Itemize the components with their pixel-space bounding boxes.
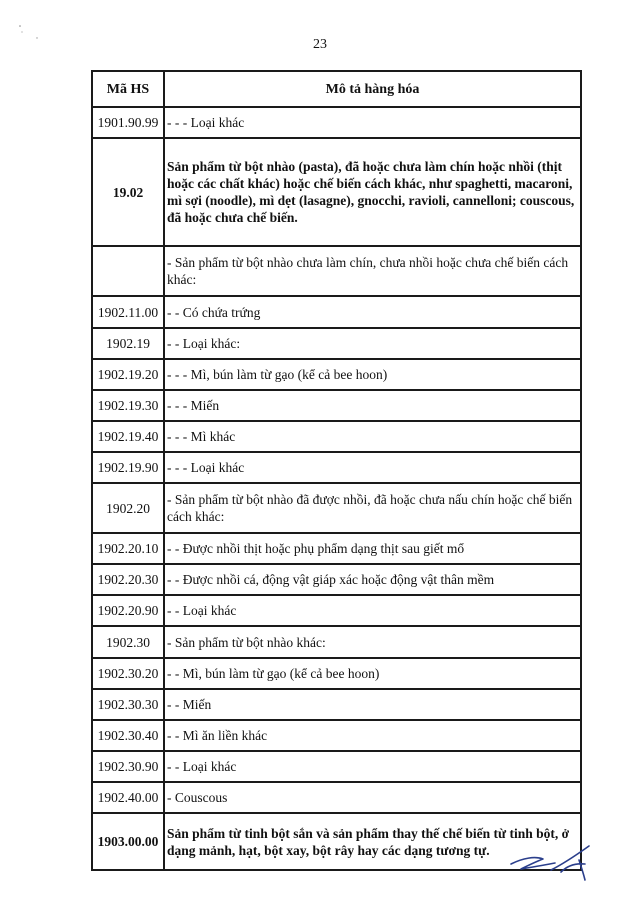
row-code: 1902.40.00 — [92, 782, 164, 813]
table-row — [92, 107, 581, 138]
row-description: - - Mì, bún làm từ gạo (kể cả bee hoon) — [164, 658, 581, 689]
row-code: 1902.30 — [92, 626, 164, 658]
table-row — [92, 359, 581, 390]
row-code: 1902.30.40 — [92, 720, 164, 751]
row-code: 1902.19.20 — [92, 359, 164, 390]
table-row — [92, 390, 581, 421]
row-code: 1902.19.30 — [92, 390, 164, 421]
row-code: 1902.19 — [92, 328, 164, 359]
table-row — [92, 452, 581, 483]
table-row — [92, 296, 581, 328]
row-description: Sản phẩm từ tinh bột sắn và sản phẩm thay thế chế biến từ tinh bột, ở dạng mảnh, hạt, bột xay, bột rây hay các dạng tương tự. — [164, 813, 581, 870]
table-row — [92, 328, 581, 359]
header-hs-code: Mã HS — [92, 71, 164, 107]
row-description: - - Loại khác — [164, 595, 581, 626]
row-code: 1902.19.40 — [92, 421, 164, 452]
hs-code-table — [91, 70, 582, 871]
row-code: 1902.30.90 — [92, 751, 164, 782]
table-row — [92, 626, 581, 658]
scan-specks — [12, 18, 52, 48]
row-description: - - - Mì, bún làm từ gạo (kể cả bee hoon) — [164, 359, 581, 390]
table-header-row — [92, 71, 581, 107]
row-code: 1903.00.00 — [92, 813, 164, 870]
row-description: - - Loại khác — [164, 751, 581, 782]
header-description: Mô tả hàng hóa — [164, 71, 581, 107]
row-description: - - - Mì khác — [164, 421, 581, 452]
row-description: - - - Loại khác — [164, 107, 581, 138]
table-row — [92, 246, 581, 296]
page-number: 23 — [313, 37, 327, 52]
row-code: 1902.20.30 — [92, 564, 164, 595]
row-code: 1902.11.00 — [92, 296, 164, 328]
row-description: - - Miến — [164, 689, 581, 720]
row-description: - - Được nhồi thịt hoặc phụ phẩm dạng thịt sau giết mổ — [164, 533, 581, 564]
row-code: 19.02 — [92, 138, 164, 246]
row-description: - - Loại khác: — [164, 328, 581, 359]
row-code: 1902.20 — [92, 483, 164, 533]
row-description: - - - Loại khác — [164, 452, 581, 483]
row-description: - - Có chứa trứng — [164, 296, 581, 328]
row-code: 1902.30.30 — [92, 689, 164, 720]
table-row — [92, 689, 581, 720]
table-row — [92, 421, 581, 452]
table-row — [92, 751, 581, 782]
row-code: 1902.20.90 — [92, 595, 164, 626]
table-row — [92, 595, 581, 626]
row-description: - - Mì ăn liền khác — [164, 720, 581, 751]
row-description: - - Được nhồi cá, động vật giáp xác hoặc động vật thân mềm — [164, 564, 581, 595]
row-code — [92, 246, 164, 296]
table-row — [92, 564, 581, 595]
row-code: 1902.30.20 — [92, 658, 164, 689]
row-description: - Sản phẩm từ bột nhào chưa làm chín, chưa nhồi hoặc chưa chế biến cách khác: — [164, 246, 581, 296]
row-code: 1902.20.10 — [92, 533, 164, 564]
signature-initials — [505, 836, 605, 886]
row-description: - Couscous — [164, 782, 581, 813]
row-description: - Sản phẩm từ bột nhào đã được nhồi, đã hoặc chưa nấu chín hoặc chế biến cách khác: — [164, 483, 581, 533]
row-description: - Sản phẩm từ bột nhào khác: — [164, 626, 581, 658]
row-description: Sản phẩm từ bột nhào (pasta), đã hoặc chưa làm chín hoặc nhồi (thịt hoặc các chất khác) hoặc chế biến cách khác, như spaghetti, macaroni, mì sợi (noodle), mì dẹt (lasagne), gnocchi, ravioli, cannelloni; couscous, đã hoặc chưa chế biến. — [164, 138, 581, 246]
table-row — [92, 533, 581, 564]
table-row — [92, 138, 581, 246]
table-row — [92, 720, 581, 751]
table-row — [92, 483, 581, 533]
table-row — [92, 782, 581, 813]
row-code: 1902.19.90 — [92, 452, 164, 483]
row-code: 1901.90.99 — [92, 107, 164, 138]
table-row — [92, 658, 581, 689]
row-description: - - - Miến — [164, 390, 581, 421]
